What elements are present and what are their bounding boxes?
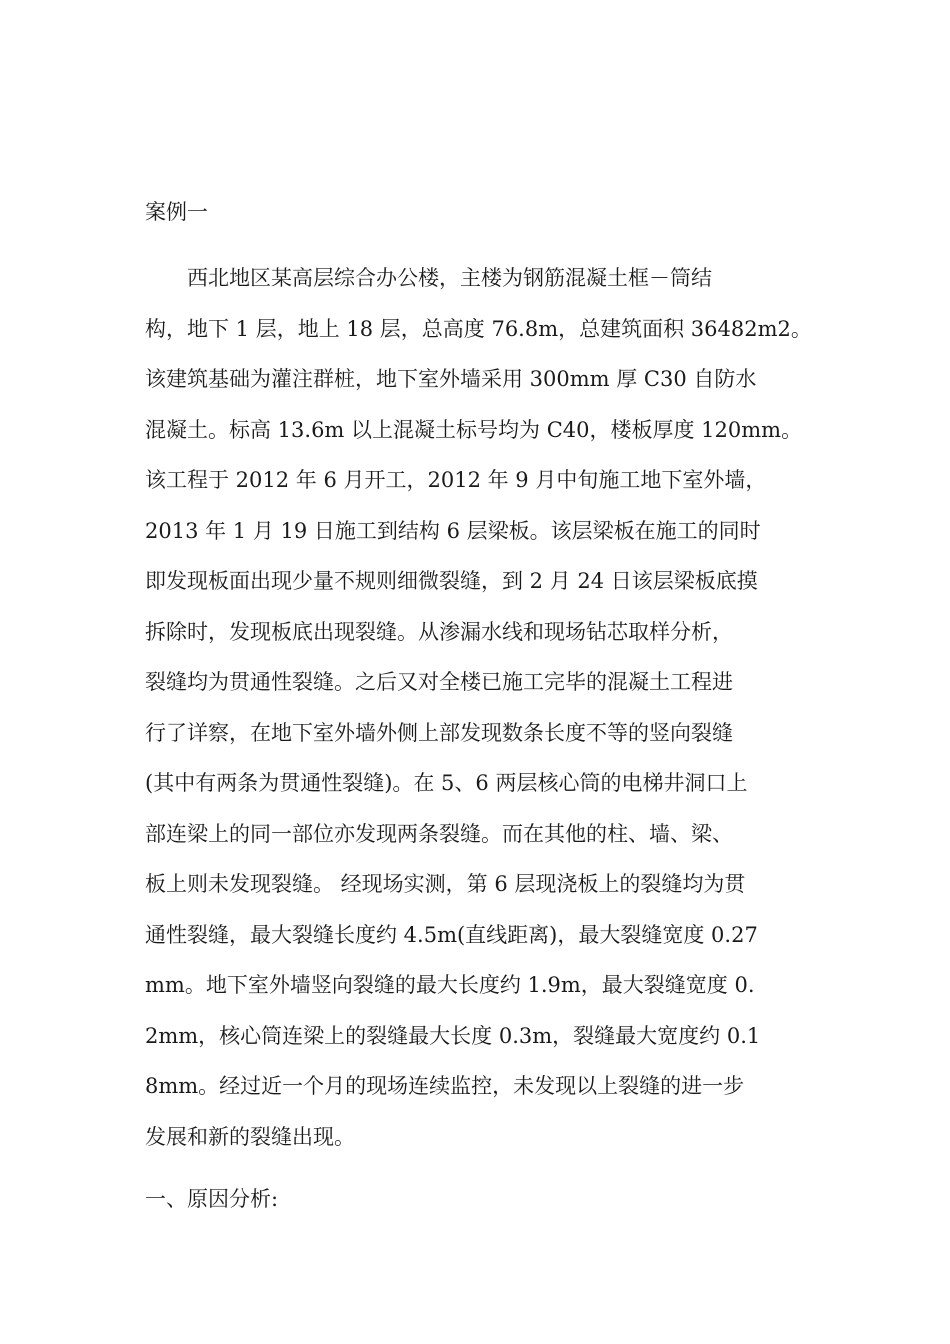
body-line: 8mm。经过近一个月的现场连续监控，未发现以上裂缝的进一步 [145,1074,745,1098]
section-title: 一、原因分析: [145,1187,279,1211]
body-line: 混凝土。标高 13.6m 以上混凝土标号均为 C40，楼板厚度 120mm。 [145,418,803,442]
body-line: 拆除时，发现板底出现裂缝。从渗漏水线和现场钻芯取样分析， [145,620,733,644]
body-line: 发展和新的裂缝出现。 [145,1125,355,1149]
body-line: 西北地区某高层综合办公楼，主楼为钢筋混凝土框－筒结 [145,266,712,290]
body-line: 该工程于 2012 年 6 月开工，2012 年 9 月中旬施工地下室外墙， [145,468,767,492]
body-line: 2013 年 1 月 19 日施工到结构 6 层梁板。该层梁板在施工的同时 [145,519,761,543]
body-line: 通性裂缝，最大裂缝长度约 4.5m(直线距离)，最大裂缝宽度 0.27 [145,923,758,947]
body-line: 裂缝均为贯通性裂缝。之后又对全楼已施工完毕的混凝土工程进 [145,670,733,694]
body-line: mm。地下室外墙竖向裂缝的最大长度约 1.9m，最大裂缝宽度 0. [145,973,755,997]
body-line: 即发现板面出现少量不规则细微裂缝，到 2 月 24 日该层梁板底摸 [145,569,758,593]
body-line: 该建筑基础为灌注群桩，地下室外墙采用 300mm 厚 C30 自防水 [145,367,757,391]
body-line: (其中有两条为贯通性裂缝)。在 5、6 两层核心筒的电梯井洞口上 [145,771,748,795]
body-line: 构，地下 1 层，地上 18 层，总高度 76.8m，总建筑面积 36482m2。 [145,317,812,341]
body-line: 行了详察，在地下室外墙外侧上部发现数条长度不等的竖向裂缝 [145,721,733,745]
case-title: 案例一 [145,200,208,224]
body-line: 2mm，核心筒连梁上的裂缝最大长度 0.3m，裂缝最大宽度约 0.1 [145,1024,761,1048]
body-line: 部连梁上的同一部位亦发现两条裂缝。而在其他的柱、墙、梁、 [145,822,733,846]
body-line: 板上则未发现裂缝。 经现场实测，第 6 层现浇板上的裂缝均为贯 [145,872,746,896]
